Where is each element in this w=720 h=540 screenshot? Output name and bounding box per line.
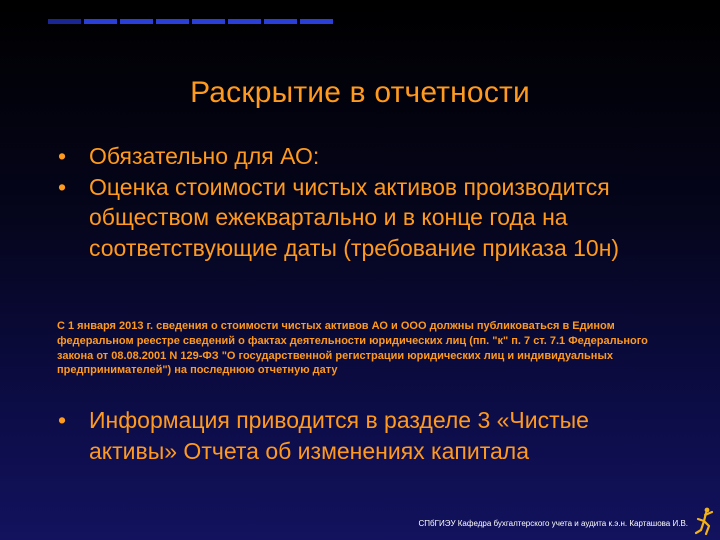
bullet-text: Обязательно для АО: bbox=[89, 143, 320, 169]
decor-bar bbox=[192, 19, 225, 24]
slide-title: Раскрытие в отчетности bbox=[190, 76, 530, 109]
bullet-text: Оценка стоимости чистых активов производится обществом ежеквартально и в конце года на соответствующие даты (требование приказа 10н) bbox=[89, 173, 620, 261]
bullet-item bbox=[58, 141, 678, 172]
decor-bar bbox=[48, 19, 81, 24]
bullet-dot: • bbox=[58, 143, 67, 169]
decor-bar bbox=[120, 19, 153, 24]
bullet-list bbox=[58, 141, 678, 263]
bullet-dot: • bbox=[58, 173, 67, 200]
decor-bar bbox=[228, 19, 261, 24]
bullet-text: Информация приводится в разделе 3 «Чистые активы» Отчета об изменениях капитала bbox=[89, 407, 589, 464]
decor-bar bbox=[156, 19, 189, 24]
bullet-item bbox=[58, 172, 678, 264]
bullet-list-secondary bbox=[58, 405, 678, 466]
decor-bar bbox=[264, 19, 297, 24]
footer-credit: СПбГИЭУ Кафедра бухгалтерского учета и аудита к.э.н. Карташова И.В. bbox=[418, 519, 688, 528]
bullet-dot: • bbox=[58, 407, 67, 433]
dancer-logo-icon bbox=[694, 506, 716, 536]
regulation-note: С 1 января 2013 г. сведения о стоимости чистых активов АО и ООО должны публиковаться в Едином федеральном реестре сведений о фактах деятельности юридических лиц (пп. "к" п. 7 ст. 7.1 Федерального закона от 08.08.2001 N 129-ФЗ "О государственной регистрации юридических лиц и индивидуальных предпринимателей") на последнюю отчетную дату bbox=[57, 320, 648, 377]
bullet-item bbox=[58, 405, 678, 466]
decorative-bars bbox=[48, 19, 333, 24]
decor-bar bbox=[300, 19, 333, 24]
decor-bar bbox=[84, 19, 117, 24]
